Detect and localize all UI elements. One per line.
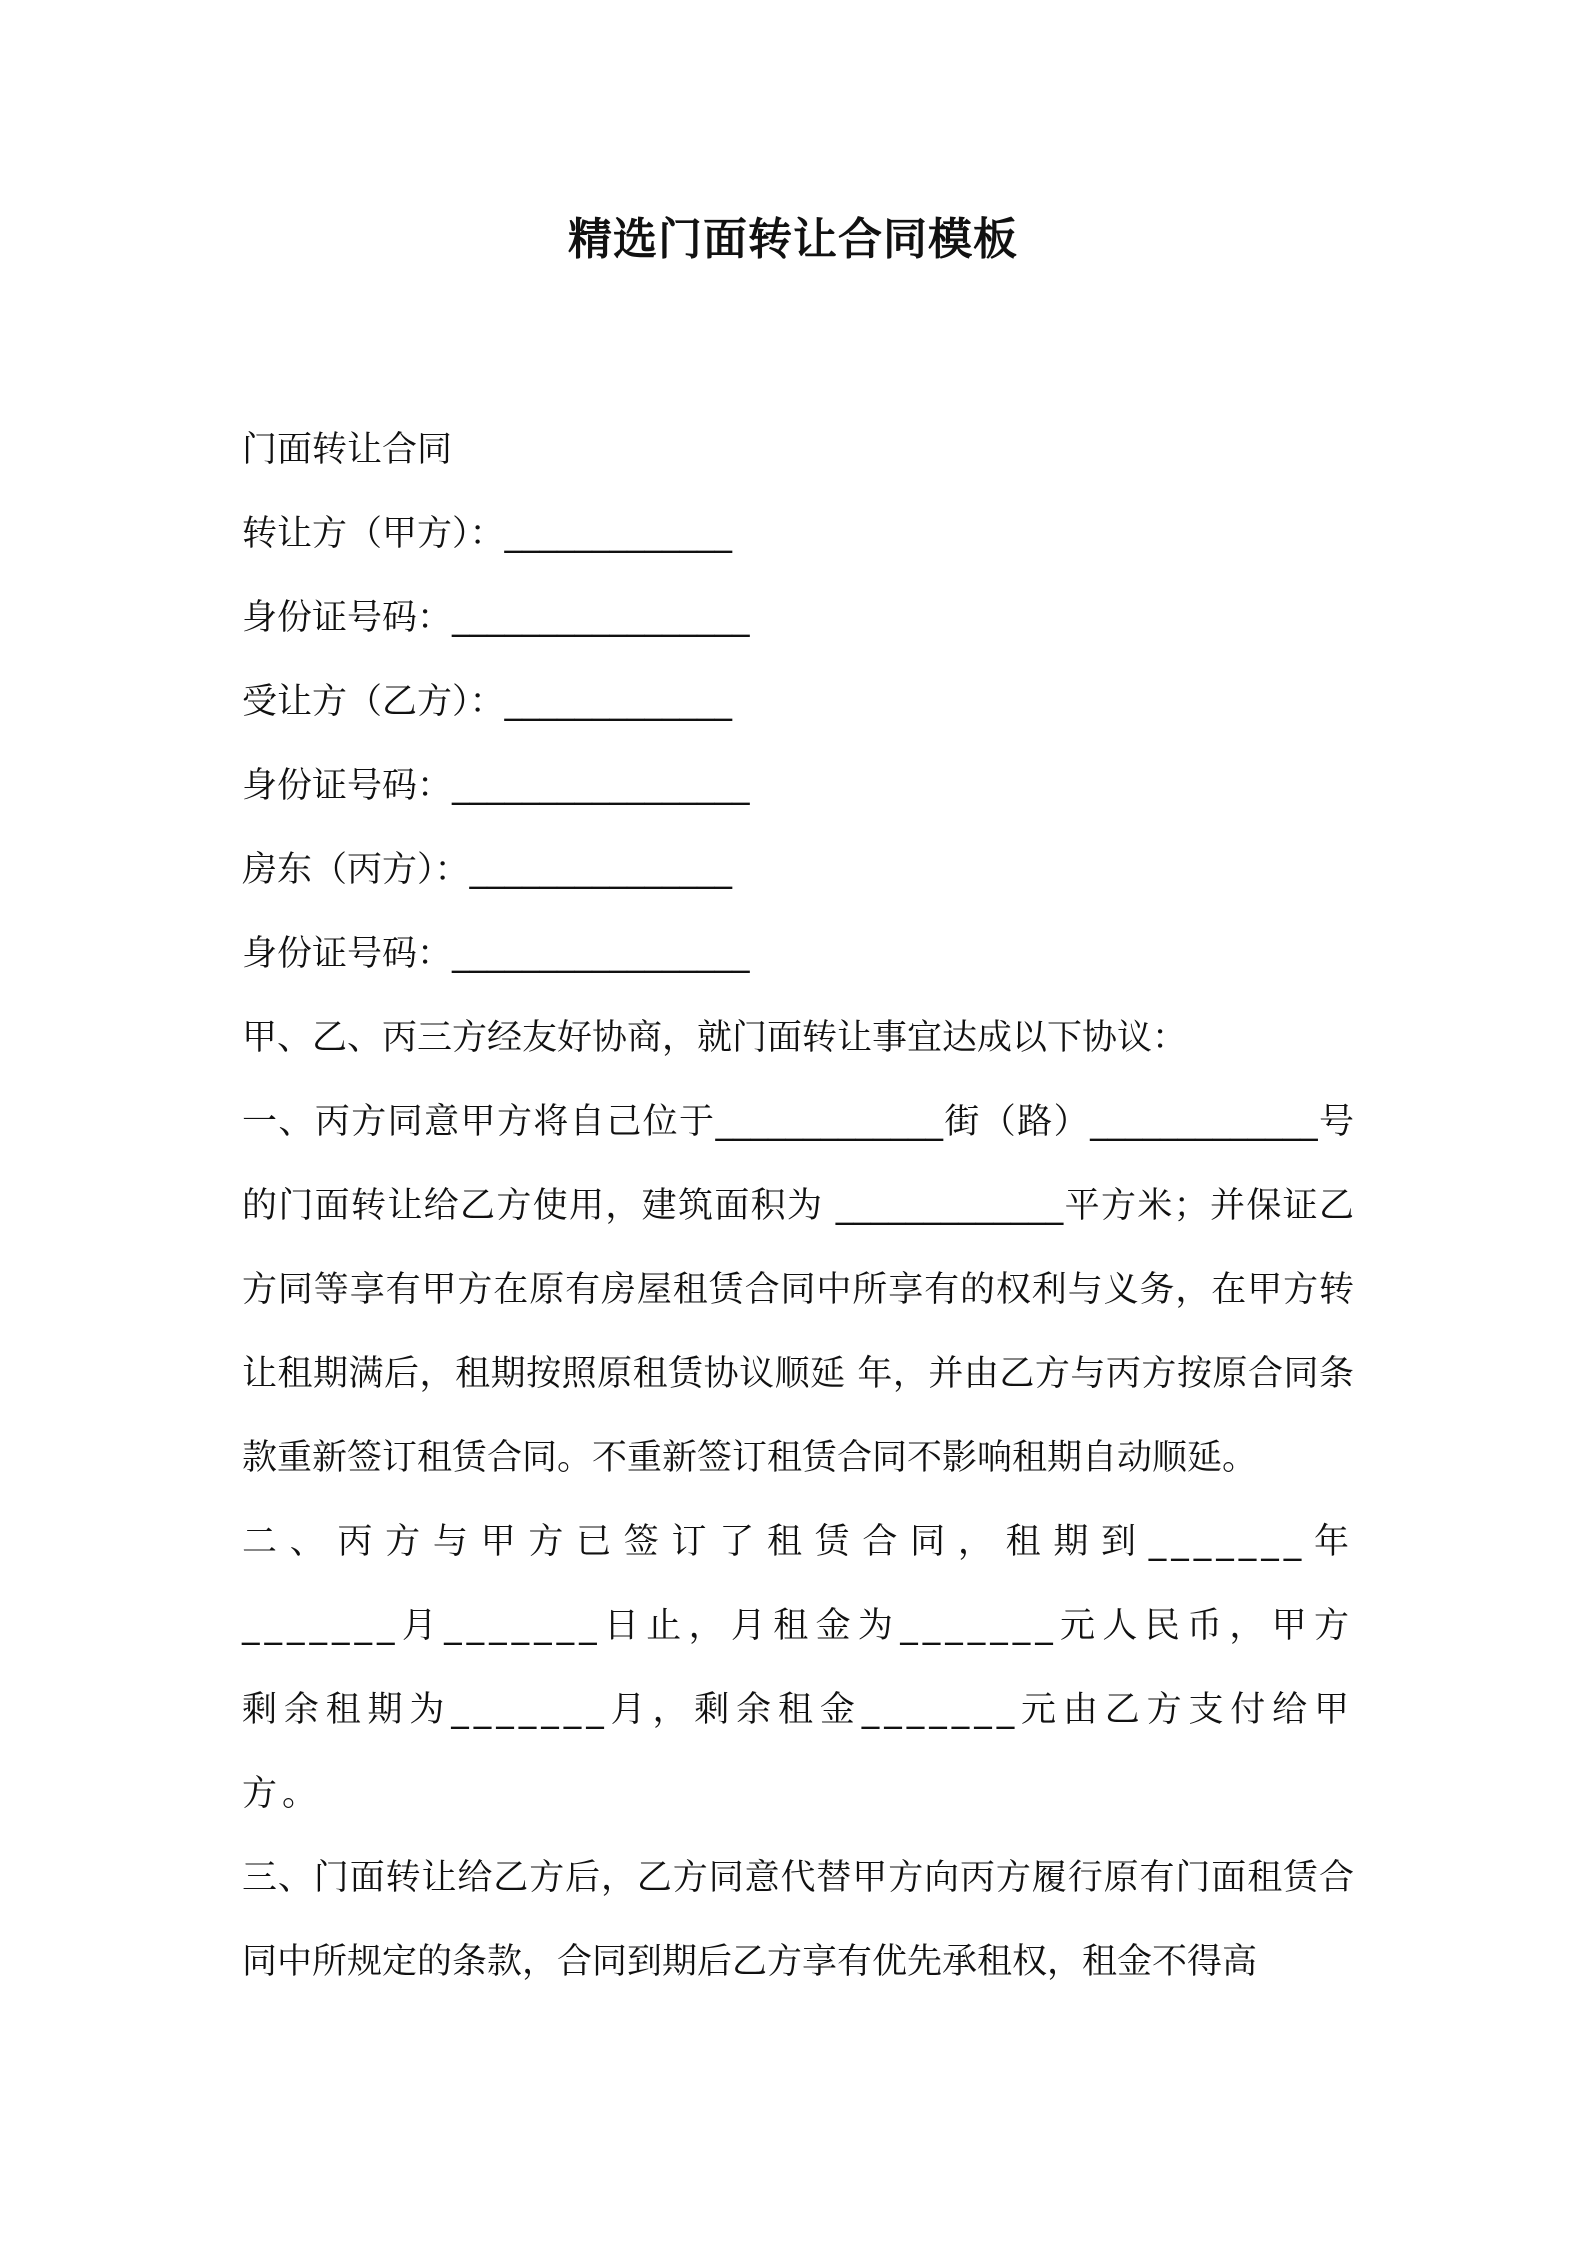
transferee-field: 受让方（乙方）：_____________ xyxy=(242,682,733,722)
clause-one: 一、丙方同意甲方将自己位于_____________街（路）_____________号的门面转让给乙方使用，建筑面积为 _____________平方米；并保证乙方同等享有甲方在原有房屋租赁合同中所享有的权利与义务，在甲方转让租期满后，租期按照原租赁协议顺延 年，并由乙方与丙方按原合同条款重新签订租赁合同。不重新签订租赁合同不影响租期自动顺延。 xyxy=(242,1102,1354,1478)
document-body xyxy=(242,408,1354,2004)
document-title: 精选门面转让合同模板 xyxy=(568,214,1018,265)
landlord-field: 房东（丙方）：_______________ xyxy=(242,850,733,890)
landlord-id-field: 身份证号码：_________________ xyxy=(242,934,750,974)
clause-three: 三、门面转让给乙方后，乙方同意代替甲方向丙方履行原有门面租赁合同中所规定的条款，合同到期后乙方享有优先承租权，租金不得高 xyxy=(242,1858,1354,1982)
clause-two: 二、丙方与甲方已签订了租赁合同，租期到_______年_______月_______日止，月租金为_______元人民币，甲方剩余租期为_______月，剩余租金_______元由乙方支付给甲方。 xyxy=(242,1522,1354,1814)
transferee-id-field: 身份证号码：_________________ xyxy=(242,766,750,806)
contract-heading: 门面转让合同 xyxy=(242,430,453,470)
transferor-id-field: 身份证号码：_________________ xyxy=(242,598,750,638)
agreement-intro: 甲、乙、丙三方经友好协商，就门面转让事宜达成以下协议： xyxy=(242,1018,1188,1058)
transferor-field: 转让方（甲方）：_____________ xyxy=(242,514,733,554)
